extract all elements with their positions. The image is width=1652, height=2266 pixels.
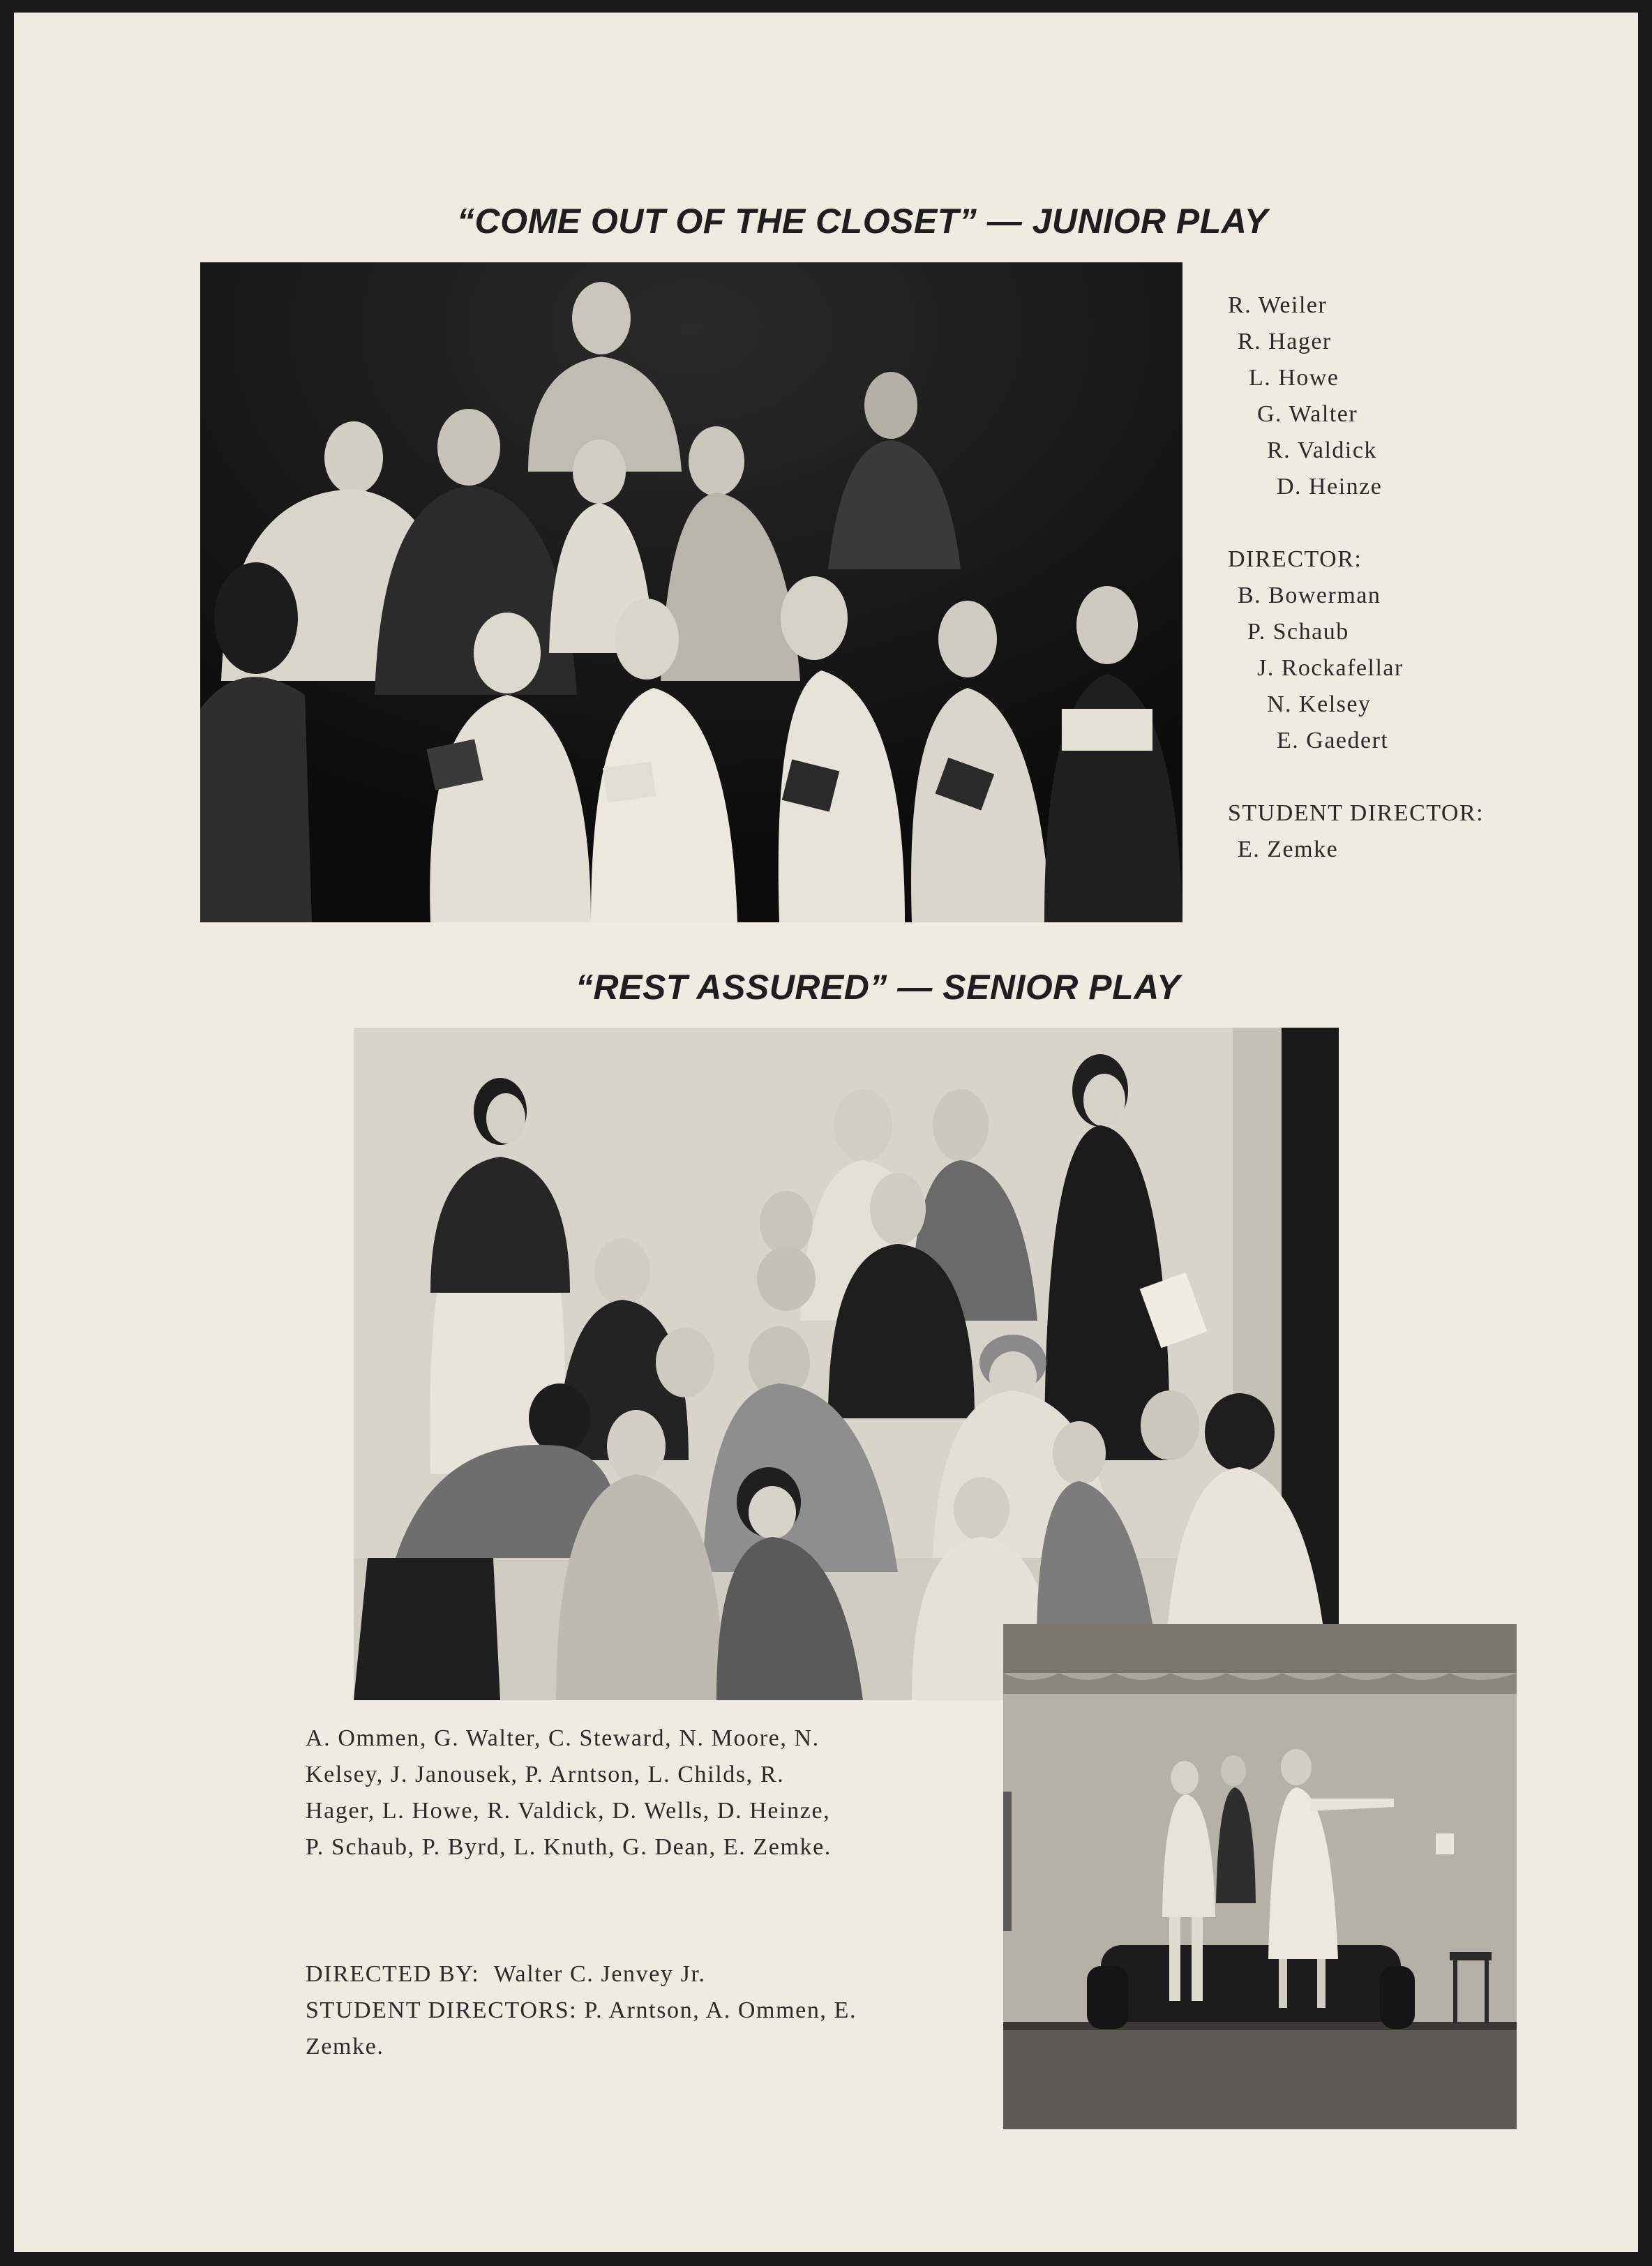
student-director-label: STUDENT DIRECTOR:: [1228, 800, 1485, 826]
senior-play-stage-scene-photo: [1003, 1624, 1517, 2129]
cast-member: D. Heinze: [1277, 474, 1383, 500]
cast-member: R. Valdick: [1267, 437, 1377, 463]
cast-line: P. Schaub, P. Byrd, L. Knuth, G. Dean, E. Zemke.: [306, 1834, 832, 1860]
junior-play-title: “COME OUT OF THE CLOSET” — JUNIOR PLAY: [457, 202, 1268, 241]
student-directors-line: Zemke.: [306, 2034, 384, 2059]
cast-member: L. Howe: [1249, 365, 1339, 391]
senior-play-cast-photo: [354, 1028, 1339, 1700]
director-name: E. Gaedert: [1277, 728, 1389, 753]
directed-by-label: DIRECTED BY:: [306, 1961, 480, 1987]
senior-play-title: “REST ASSURED” — SENIOR PLAY: [576, 968, 1180, 1007]
cast-line: Hager, L. Howe, R. Valdick, D. Wells, D. Heinze,: [306, 1798, 831, 1824]
director-name: P. Schaub: [1247, 619, 1349, 645]
director-label: DIRECTOR:: [1228, 546, 1362, 572]
cast-line: A. Ommen, G. Walter, C. Steward, N. Moore, N.: [306, 1725, 820, 1751]
junior-play-directors: [1228, 541, 1404, 759]
yearbook-page: [14, 13, 1638, 2252]
student-directors-line: STUDENT DIRECTORS: P. Arntson, A. Ommen, E.: [306, 1997, 857, 2023]
cast-member: R. Hager: [1238, 329, 1332, 354]
senior-play-cast-list: [306, 1720, 832, 1866]
cast-member: R. Weiler: [1228, 292, 1328, 318]
cast-member: G. Walter: [1257, 401, 1358, 427]
cast-line: Kelsey, J. Janousek, P. Arntson, L. Childs, R.: [306, 1762, 785, 1787]
senior-play-directors: [306, 1956, 857, 2065]
junior-play-cast-photo: [200, 262, 1182, 922]
junior-play-student-director: [1228, 795, 1484, 868]
student-director-name: E. Zemke: [1238, 836, 1339, 862]
director-name: J. Rockafellar: [1257, 655, 1404, 681]
director-name: N. Kelsey: [1267, 691, 1372, 717]
directed-by-name: Walter C. Jenvey Jr.: [493, 1961, 706, 1987]
directed-by-line: [306, 1956, 857, 1993]
junior-play-cast-list: [1228, 287, 1382, 505]
director-name: B. Bowerman: [1238, 583, 1381, 608]
